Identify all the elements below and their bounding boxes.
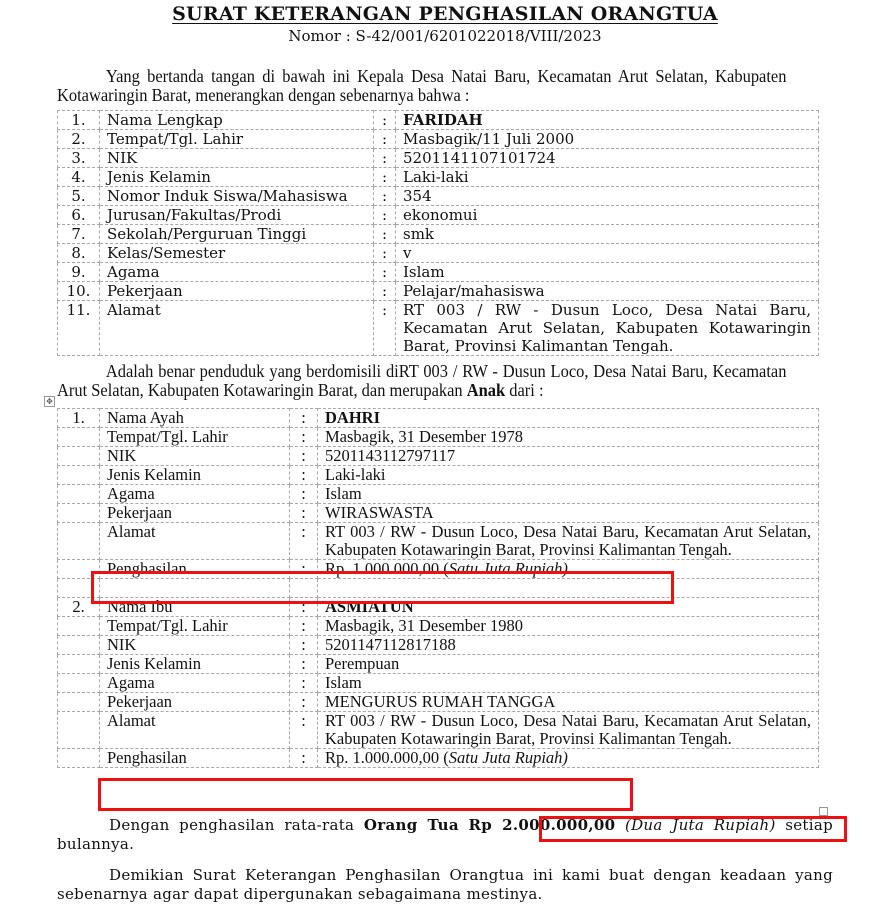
mother-row	[58, 712, 819, 749]
row-number: 3.	[58, 149, 100, 168]
row-colon: :	[374, 149, 396, 168]
row-colon: :	[290, 466, 318, 485]
row-value: Laki-laki	[318, 466, 819, 485]
mother-row	[58, 636, 819, 655]
mother-row	[58, 655, 819, 674]
row-label: NIK	[100, 636, 290, 655]
student-row	[58, 244, 819, 263]
mother-row	[58, 617, 819, 636]
spacer-cell	[290, 579, 318, 598]
spacer-cell	[58, 579, 100, 598]
row-value: Pelajar/mahasiswa	[396, 282, 819, 301]
row-number	[58, 560, 100, 579]
row-value: RT 003 / RW - Dusun Loco, Desa Natai Baru, Kecamatan Arut Selatan, Kabupaten Kotawaringin Barat, Provinsi Kalimantan Tengah.	[396, 301, 819, 356]
row-number	[58, 617, 100, 636]
highlight-mother-income	[98, 778, 633, 811]
row-value: ekonomui	[396, 206, 819, 225]
student-row	[58, 130, 819, 149]
father-row	[58, 428, 819, 447]
student-row	[58, 149, 819, 168]
row-value: v	[396, 244, 819, 263]
row-colon: :	[290, 447, 318, 466]
row-label: Jurusan/Fakultas/Prodi	[100, 206, 374, 225]
row-label: Alamat	[100, 712, 290, 749]
row-number	[58, 523, 100, 560]
row-number: 11.	[58, 301, 100, 356]
row-value: Islam	[318, 485, 819, 504]
row-number	[58, 655, 100, 674]
row-colon: :	[374, 244, 396, 263]
row-value: FARIDAH	[396, 111, 819, 130]
row-number: 7.	[58, 225, 100, 244]
income-label: Penghasilan	[100, 560, 290, 579]
row-number	[58, 693, 100, 712]
row-colon: :	[290, 409, 318, 428]
row-number: 1.	[58, 409, 100, 428]
income-value: Rp. 1.000.000,00 (Satu Juta Rupiah)	[318, 560, 819, 579]
row-colon: :	[374, 282, 396, 301]
row-number	[58, 485, 100, 504]
row-label: Tempat/Tgl. Lahir	[100, 617, 290, 636]
row-colon: :	[290, 636, 318, 655]
student-row	[58, 225, 819, 244]
row-label: Pekerjaan	[100, 504, 290, 523]
row-label: Alamat	[100, 301, 374, 356]
row-label: Alamat	[100, 523, 290, 560]
student-row	[58, 111, 819, 130]
row-label: Agama	[100, 485, 290, 504]
document-number: Nomor : S-42/001/6201022018/VIII/2023	[288, 27, 602, 45]
row-value: Islam	[396, 263, 819, 282]
row-colon: :	[290, 712, 318, 749]
row-label: Nomor Induk Siswa/Mahasiswa	[100, 187, 374, 206]
row-label: NIK	[100, 149, 374, 168]
row-value: RT 003 / RW - Dusun Loco, Desa Natai Baru, Kecamatan Arut Selatan, Kabupaten Kotawaringin Barat, Provinsi Kalimantan Tengah.	[318, 523, 819, 560]
mother-income-row	[58, 749, 819, 768]
row-colon: :	[290, 560, 318, 579]
row-number: 6.	[58, 206, 100, 225]
student-row	[58, 206, 819, 225]
row-label: Agama	[100, 674, 290, 693]
table-move-handle-icon[interactable]: ✥	[44, 396, 55, 407]
row-value: Laki-laki	[396, 168, 819, 187]
spacer-row	[58, 579, 819, 598]
row-number: 4.	[58, 168, 100, 187]
income-value: Rp. 1.000.000,00 (Satu Juta Rupiah)	[318, 749, 819, 768]
father-row	[58, 447, 819, 466]
mother-row	[58, 598, 819, 617]
row-value: Masbagik, 31 Desember 1978	[318, 428, 819, 447]
row-label: Sekolah/Perguruan Tinggi	[100, 225, 374, 244]
row-number	[58, 749, 100, 768]
closing-paragraph: Demikian Surat Keterangan Penghasilan Orangtua ini kami buat dengan keadaan yang sebenarnya agar dapat dipergunakan sebagaimana mestinya.	[57, 866, 833, 903]
row-value: 5201147112817188	[318, 636, 819, 655]
row-label: Pekerjaan	[100, 282, 374, 301]
row-colon: :	[290, 693, 318, 712]
mother-row	[58, 674, 819, 693]
row-colon: :	[290, 485, 318, 504]
row-colon: :	[290, 598, 318, 617]
row-number	[58, 466, 100, 485]
row-colon: :	[290, 617, 318, 636]
row-colon: :	[374, 187, 396, 206]
row-value: RT 003 / RW - Dusun Loco, Desa Natai Baru, Kecamatan Arut Selatan, Kabupaten Kotawaringin Barat, Provinsi Kalimantan Tengah.	[318, 712, 819, 749]
row-colon: :	[290, 428, 318, 447]
student-row	[58, 263, 819, 282]
row-label: Tempat/Tgl. Lahir	[100, 428, 290, 447]
row-number	[58, 674, 100, 693]
spacer-cell	[318, 579, 819, 598]
row-colon: :	[290, 749, 318, 768]
parents-info-table	[57, 408, 819, 768]
row-value: ASMIATUN	[318, 598, 819, 617]
row-value: WIRASWASTA	[318, 504, 819, 523]
row-label: Jenis Kelamin	[100, 466, 290, 485]
student-row	[58, 168, 819, 187]
row-label: Jenis Kelamin	[100, 655, 290, 674]
row-number: 2.	[58, 130, 100, 149]
row-colon: :	[374, 225, 396, 244]
row-value: DAHRI	[318, 409, 819, 428]
row-number: 2.	[58, 598, 100, 617]
row-number: 5.	[58, 187, 100, 206]
row-number: 8.	[58, 244, 100, 263]
row-value: Masbagik, 31 Desember 1980	[318, 617, 819, 636]
row-colon: :	[374, 263, 396, 282]
row-colon: :	[374, 111, 396, 130]
row-colon: :	[290, 674, 318, 693]
father-row	[58, 485, 819, 504]
row-colon: :	[290, 504, 318, 523]
row-label: Nama Ibu	[100, 598, 290, 617]
row-value: Islam	[318, 674, 819, 693]
row-value: smk	[396, 225, 819, 244]
row-colon: :	[374, 206, 396, 225]
father-row	[58, 409, 819, 428]
income-label: Penghasilan	[100, 749, 290, 768]
row-value: 5201141107101724	[396, 149, 819, 168]
row-value: MENGURUS RUMAH TANGGA	[318, 693, 819, 712]
row-colon: :	[374, 301, 396, 356]
student-row	[58, 187, 819, 206]
row-number	[58, 504, 100, 523]
row-number	[58, 712, 100, 749]
student-row	[58, 282, 819, 301]
student-row	[58, 301, 819, 356]
row-colon: :	[290, 523, 318, 560]
row-colon: :	[374, 130, 396, 149]
row-number: 1.	[58, 111, 100, 130]
row-label: Agama	[100, 263, 374, 282]
row-label: Jenis Kelamin	[100, 168, 374, 187]
row-value: 5201143112797117	[318, 447, 819, 466]
average-income-paragraph: Dengan penghasilan rata-rata Orang Tua Rp 2.000.000,00 (Dua Juta Rupiah) setiap bulannya.	[57, 816, 833, 853]
intro-paragraph: Yang bertanda tangan di bawah ini Kepala Desa Natai Baru, Kecamatan Arut Selatan, Kabupaten Kotawaringin Barat, menerangkan dengan sebenarnya bahwa :	[57, 66, 787, 105]
row-number: 9.	[58, 263, 100, 282]
row-label: Kelas/Semester	[100, 244, 374, 263]
spacer-cell	[100, 579, 290, 598]
student-info-table	[57, 110, 819, 356]
row-colon: :	[290, 655, 318, 674]
row-value: Perempuan	[318, 655, 819, 674]
father-row	[58, 466, 819, 485]
row-value: 354	[396, 187, 819, 206]
mother-row	[58, 693, 819, 712]
father-income-row	[58, 560, 819, 579]
row-number	[58, 428, 100, 447]
row-number: 10.	[58, 282, 100, 301]
row-colon: :	[374, 168, 396, 187]
row-label: NIK	[100, 447, 290, 466]
table-resize-handle[interactable]	[819, 807, 828, 816]
row-number	[58, 636, 100, 655]
row-label: Nama Lengkap	[100, 111, 374, 130]
row-value: Masbagik/11 Juli 2000	[396, 130, 819, 149]
document-title: SURAT KETERANGAN PENGHASILAN ORANGTUA	[172, 3, 718, 25]
father-row	[58, 523, 819, 560]
domicile-paragraph: Adalah benar penduduk yang berdomisili diRT 003 / RW - Dusun Loco, Desa Natai Baru, Kecamatan Arut Selatan, Kabupaten Kotawaringin Barat, dan merupakan Anak dari :	[57, 361, 787, 400]
row-label: Nama Ayah	[100, 409, 290, 428]
row-label: Tempat/Tgl. Lahir	[100, 130, 374, 149]
father-row	[58, 504, 819, 523]
row-number	[58, 447, 100, 466]
row-label: Pekerjaan	[100, 693, 290, 712]
